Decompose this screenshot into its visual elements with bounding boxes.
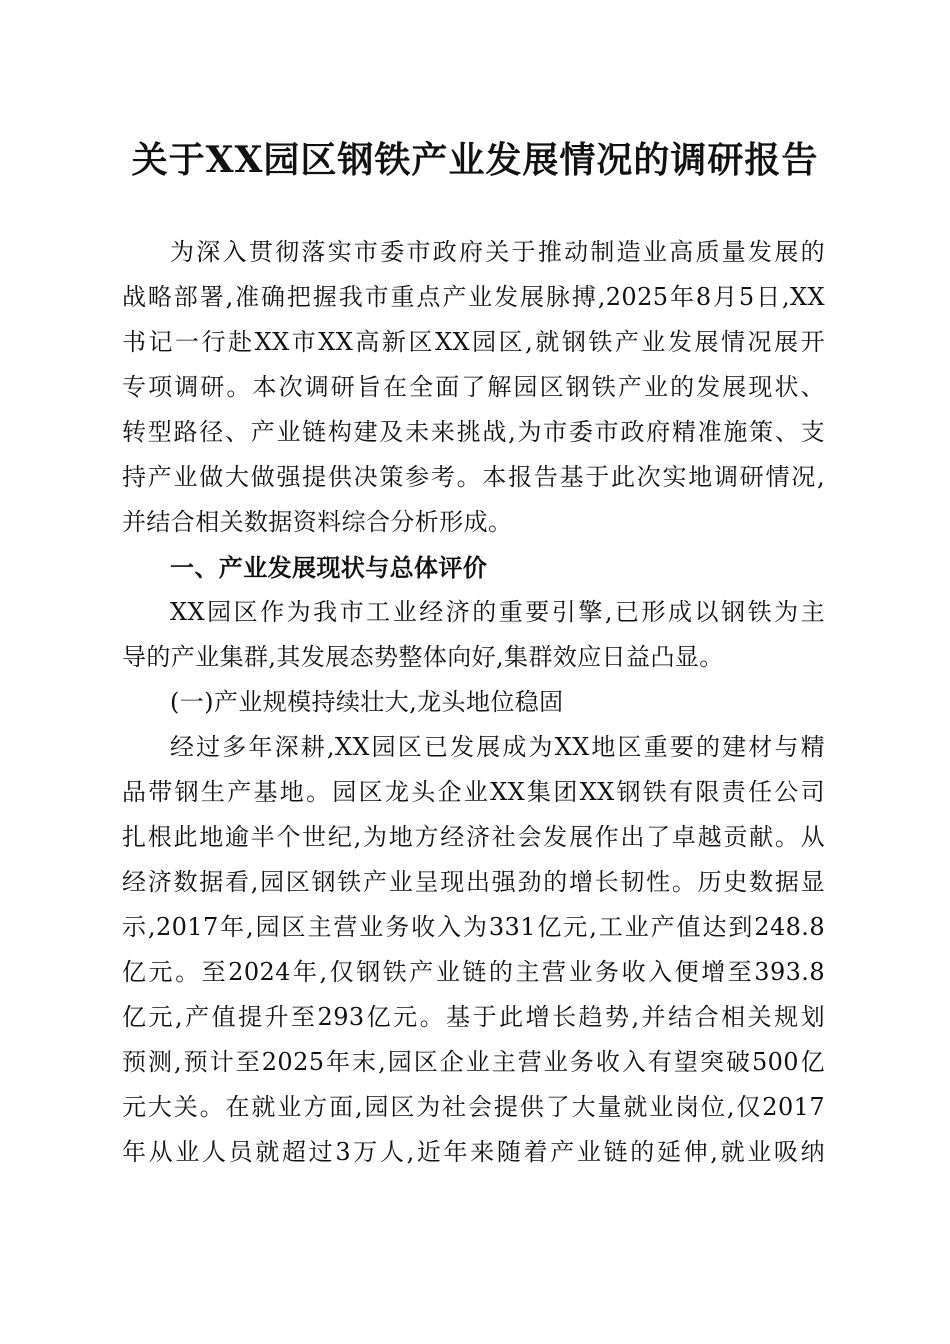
text-line: 年从业人员就超过3万人,近年来随着产业链的延伸,就业吸纳 [122, 1138, 825, 1166]
document-title: 关于XX园区钢铁产业发展情况的调研报告 [131, 139, 819, 181]
text-line: 书记一行赴XX市XX高新区XX园区,就钢铁产业发展情况展开 [122, 328, 825, 356]
text-line: 示,2017年,园区主营业务收入为331亿元,工业产值达到248.8 [122, 913, 825, 941]
text-line: 并结合相关数据资料综合分析形成。 [122, 508, 513, 536]
text-line: XX园区作为我市工业经济的重要引擎,已形成以钢铁为主 [170, 598, 825, 626]
text-line: 导的产业集群,其发展态势整体向好,集群效应日益凸显。 [122, 643, 724, 671]
text-line: 经济数据看,园区钢铁产业呈现出强劲的增长韧性。历史数据显 [122, 868, 825, 896]
section-heading: 一、产业发展现状与总体评价 [170, 553, 488, 582]
text-line: 专项调研。本次调研旨在全面了解园区钢铁产业的发展现状、 [122, 373, 825, 401]
text-line: 亿元。至2024年,仅钢铁产业链的主营业务收入便增至393.8 [122, 958, 825, 986]
text-line: 转型路径、产业链构建及未来挑战,为市委市政府精准施策、支 [122, 418, 825, 446]
document-body [122, 230, 825, 1175]
text-line: 亿元,产值提升至293亿元。基于此增长趋势,并结合相关规划 [122, 1003, 825, 1031]
text-line: 持产业做大做强提供决策参考。本报告基于此次实地调研情况, [122, 463, 825, 491]
section-heading: (一)产业规模持续壮大,龙头地位稳固 [170, 688, 564, 716]
text-line: 为深入贯彻落实市委市政府关于推动制造业高质量发展的 [170, 238, 825, 266]
text-line: 战略部署,准确把握我市重点产业发展脉搏,2025年8月5日,XX [122, 283, 825, 311]
text-line: 预测,预计至2025年末,园区企业主营业务收入有望突破500亿 [122, 1048, 825, 1076]
text-line: 品带钢生产基地。园区龙头企业XX集团XX钢铁有限责任公司 [122, 778, 825, 806]
text-line: 元大关。在就业方面,园区为社会提供了大量就业岗位,仅2017 [122, 1093, 825, 1121]
text-line: 经过多年深耕,XX园区已发展成为XX地区重要的建材与精 [170, 733, 825, 761]
text-line: 扎根此地逾半个世纪,为地方经济社会发展作出了卓越贡献。从 [122, 823, 825, 851]
